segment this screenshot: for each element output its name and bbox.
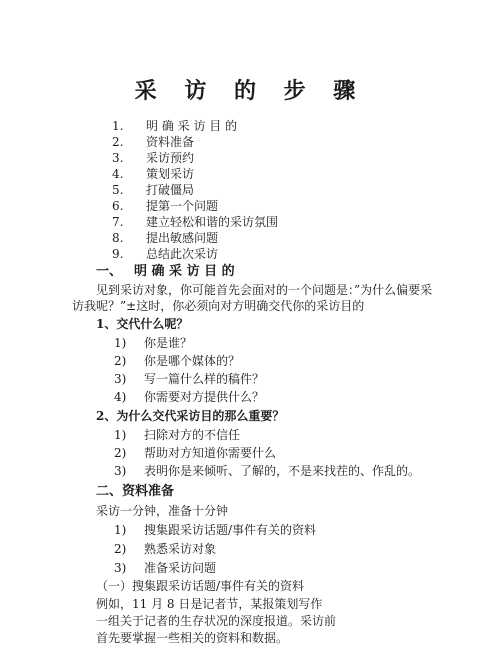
toc-item: 1. 明 确 采 访 目 的	[112, 119, 238, 133]
toc-item: 5. 打破僵局	[112, 183, 195, 197]
list-item: 4) 你需要对方提供什么？	[114, 390, 265, 404]
list-item: 1) 搜集跟采访话题/事件有关的资料	[114, 523, 317, 537]
toc-item: 9. 总结此次采访	[112, 247, 219, 261]
list-item: 3) 写一篇什么样的稿件？	[114, 372, 265, 386]
paragraph-line: 例如，11 月 8 日是记者节，某报策划写作	[96, 597, 323, 611]
subheading: 1、交代什么呢？	[96, 317, 189, 331]
page-title: 采 访 的 步 骤	[134, 78, 366, 104]
toc-item: 7. 建立轻松和谐的采访氛围	[112, 215, 279, 229]
list-item: 1) 你是谁？	[114, 336, 193, 350]
paragraph-line: 访我呢？”±这时，你必须向对方明确交代你的采访目的	[72, 299, 365, 313]
list-item: 1) 扫除对方的不信任	[114, 428, 241, 442]
toc-item: 2. 资料准备	[112, 135, 195, 149]
paragraph-line: 一组关于记者的生存状况的深度报道。采访前	[96, 614, 337, 628]
toc-item: 8. 提出敏感问题	[112, 231, 219, 245]
section-heading: 一、 明 确 采 访 目 的	[96, 264, 235, 279]
toc-item: 4. 策划采访	[112, 167, 195, 181]
list-item: 2) 你是哪个媒体的？	[114, 354, 241, 368]
section-heading: 二、资料准备	[96, 484, 175, 499]
paragraph-line: 见到采访对象，你可能首先会面对的一个问题是：”为什么偏要采	[96, 283, 433, 297]
paragraph-line: 首先要掌握一些相关的资料和数据。	[96, 631, 289, 645]
list-item: 3) 表明你是来倾听、了解的，不是来找茬的、作乱的。	[114, 464, 421, 478]
subheading: 2、为什么交代采访目的那么重要？	[96, 409, 285, 423]
toc-item: 3. 采访预约	[112, 151, 195, 165]
list-item: 3) 准备采访问题	[114, 561, 217, 575]
list-item: 2) 熟悉采访对象	[114, 542, 217, 556]
list-item: 2) 帮助对方知道你需要什么	[114, 446, 277, 460]
paragraph-line: 采访一分钟，准备十分钟	[96, 504, 229, 518]
subheading: （一）搜集跟采访话题/事件有关的资料	[96, 579, 305, 593]
toc-item: 6. 提第一个问题	[112, 199, 219, 213]
